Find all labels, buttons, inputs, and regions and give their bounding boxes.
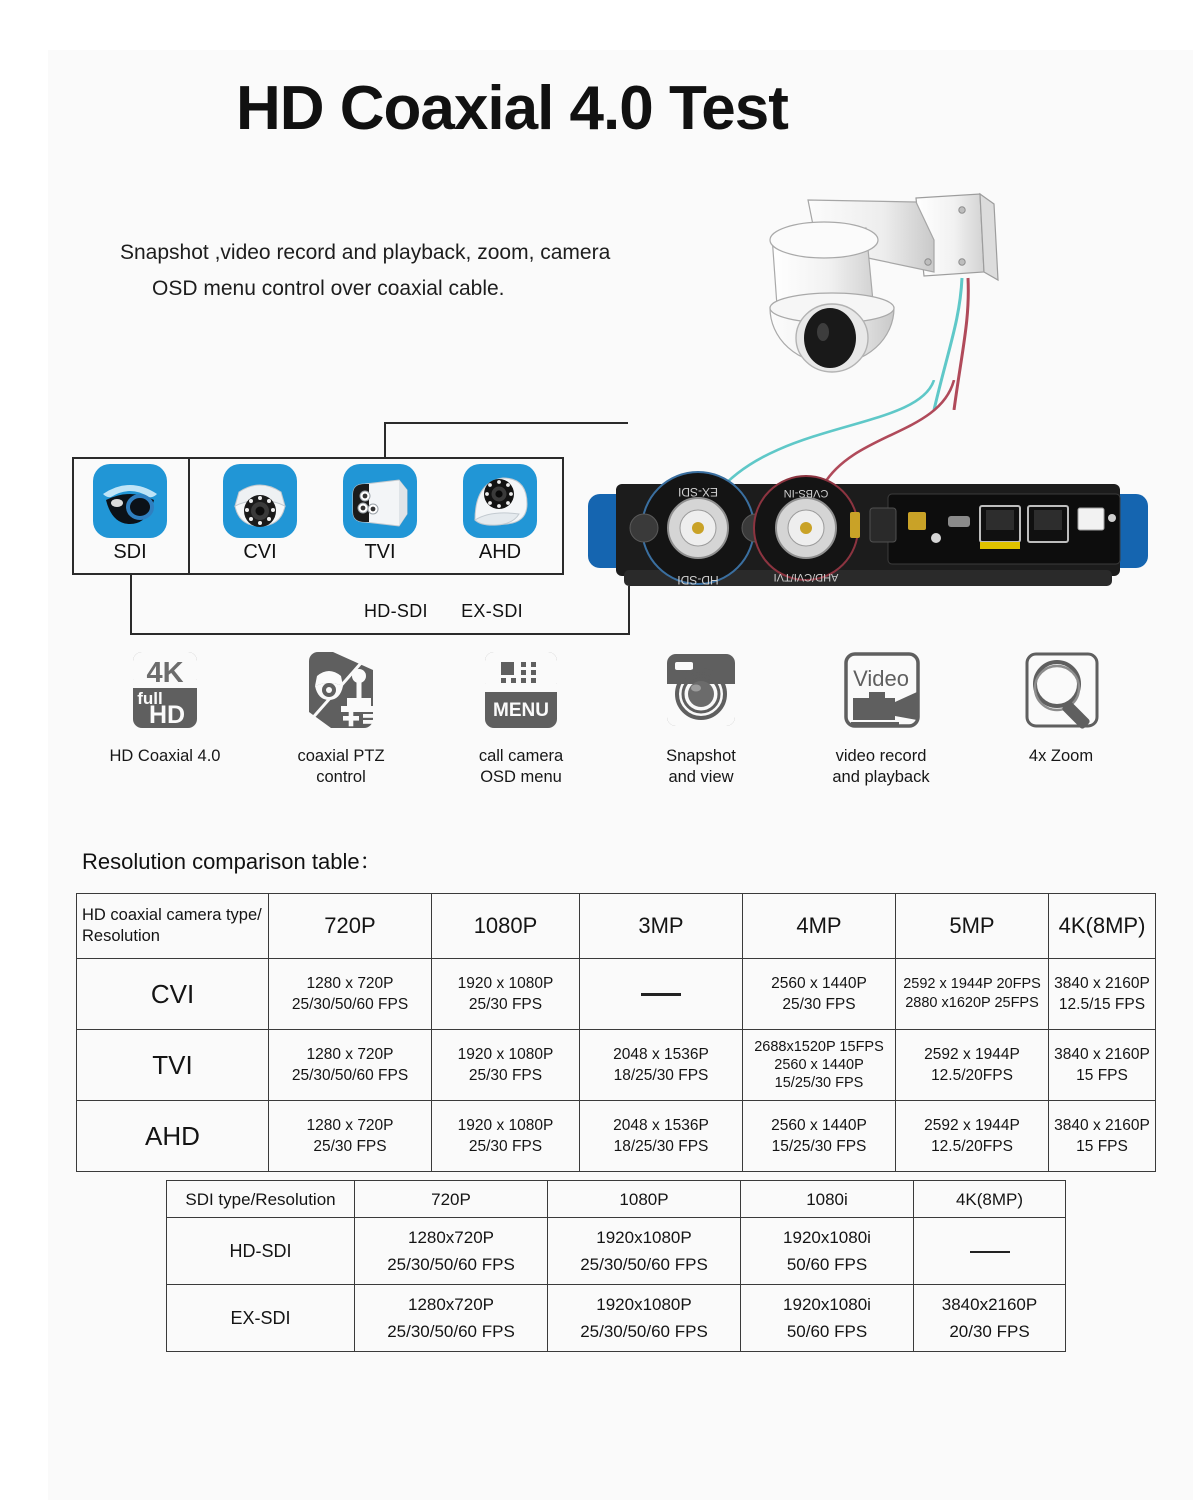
table-cell: [269, 1030, 432, 1101]
cell-line: 3840 x 2160P: [1054, 1117, 1150, 1134]
cell-line: 3840 x 2160P: [1054, 1046, 1150, 1063]
cell-line: 12.5/20FPS: [931, 1067, 1013, 1084]
cell-line: 25/30 FPS: [468, 1138, 543, 1155]
camera-type-cvi[interactable]: [208, 464, 312, 564]
feature-caption-line-1: Snapshot: [666, 747, 736, 765]
cell-line: 15 FPS: [1076, 1138, 1128, 1155]
osd-menu-icon-text: MENU: [493, 700, 549, 721]
table-cell: [432, 1101, 580, 1172]
feature-caption: [976, 746, 1146, 767]
feature-caption-line-2: control: [316, 768, 366, 786]
cell-line: 18/25/30 FPS: [613, 1067, 709, 1084]
ptz-joystick-control-icon: [293, 650, 389, 738]
cell-line: 25/30 FPS: [468, 996, 543, 1013]
cell-line: 1920 x 1080P: [457, 975, 554, 992]
feature-hd-coaxial-40[interactable]: [80, 650, 250, 767]
resolution-table-title: Resolution comparison table：: [82, 849, 382, 874]
table-header-cell: 4MP: [743, 894, 896, 959]
feature-caption: [256, 746, 426, 788]
resolution-comparison-table: [76, 893, 1156, 1172]
table-cell: [896, 959, 1049, 1030]
svg-text:HD: HD: [148, 701, 186, 729]
table-header-cell: 5MP: [896, 894, 1049, 959]
table-cell: [896, 1030, 1049, 1101]
cell-line: 25/30/50/60 FPS: [580, 1322, 708, 1341]
cctv-tester-device-illustration: [588, 450, 1148, 610]
page-title: HD Coaxial 4.0 Test: [236, 74, 788, 143]
ptz-dome-camera-illustration: [748, 180, 1008, 410]
4k-full-hd-icon: [117, 650, 213, 738]
table-cell: [743, 1030, 896, 1101]
table-header-cell: SDI type/Resolution: [167, 1181, 355, 1218]
cell-line: 15/25/30 FPS: [774, 1075, 864, 1091]
page-subtitle: [120, 235, 760, 307]
table-cell: [743, 1101, 896, 1172]
cvi-turret-camera-icon: [223, 464, 297, 538]
row-header-tvi: TVI: [77, 1030, 269, 1101]
table-cell: [1049, 1101, 1156, 1172]
table-cell: [914, 1285, 1066, 1352]
feature-snapshot-and-view[interactable]: [616, 650, 786, 788]
cell-line: 12.5/15 FPS: [1058, 996, 1146, 1013]
svg-text:CVBS-IN: CVBS-IN: [783, 487, 829, 499]
table-cell-empty: [914, 1218, 1066, 1285]
feature-caption: [616, 746, 786, 788]
cell-line: 2592 x 1944P: [924, 1117, 1020, 1134]
table-cell: [580, 1101, 743, 1172]
camera-type-sdi-label: SDI: [113, 541, 147, 563]
feature-coaxial-ptz-control[interactable]: [256, 650, 426, 788]
camera-type-sdi-divider: [188, 457, 190, 575]
feature-caption-line-1: video record: [835, 747, 927, 765]
cell-line: 1280x720P: [407, 1295, 495, 1314]
table-cell: [548, 1218, 741, 1285]
table-header-cell: 1080i: [741, 1181, 914, 1218]
video-camcorder-icon: [833, 650, 929, 738]
table-header-cell: 1080P: [548, 1181, 741, 1218]
cell-line: 25/30/50/60 FPS: [387, 1255, 515, 1274]
table-header-cell: 3MP: [580, 894, 743, 959]
subtitle-line-1: Snapshot ,video record and playback, zoom, camera: [120, 241, 611, 264]
table-row: [77, 959, 1156, 1030]
row-header-ahd: AHD: [77, 1101, 269, 1172]
feature-caption-line-1: HD Coaxial 4.0: [109, 747, 221, 765]
cell-line: 2688x1520P 15FPS: [754, 1039, 884, 1055]
cell-line: 1920x1080P: [596, 1295, 692, 1314]
table-header-cell: 4K(8MP): [1049, 894, 1156, 959]
cell-line: 2048 x 1536P: [613, 1117, 709, 1134]
magnifier-zoom-icon: [1013, 650, 1109, 738]
table-row: [77, 1101, 1156, 1172]
snapshot-camera-icon: [653, 650, 749, 738]
cell-line: 25/30 FPS: [782, 996, 856, 1013]
feature-caption-line-2: and playback: [832, 768, 930, 786]
cell-line: 1920 x 1080P: [457, 1046, 554, 1063]
table-header-row: [77, 894, 1156, 959]
table-cell: [580, 1030, 743, 1101]
camera-type-cvi-label: CVI: [243, 541, 277, 563]
cell-line: 1280x720P: [407, 1228, 495, 1247]
table-cell: [741, 1285, 914, 1352]
table-row: [167, 1218, 1066, 1285]
table-cell: [269, 1101, 432, 1172]
cell-line: 1280 x 720P: [306, 1117, 394, 1134]
connector-line-vertical-sdi: [130, 575, 132, 635]
feature-icon-row: [68, 650, 1173, 830]
camera-type-ahd[interactable]: [448, 464, 552, 564]
connector-line-vertical-tester: [628, 586, 630, 634]
feature-caption-line-1: coaxial PTZ: [297, 747, 385, 765]
svg-text:full: full: [137, 689, 163, 708]
feature-call-camera-osd-menu[interactable]: [436, 650, 606, 788]
cell-line: 2592 x 1944P: [924, 1046, 1020, 1063]
cell-line: 50/60 FPS: [786, 1322, 868, 1341]
table-cell-empty: [580, 959, 743, 1030]
table-header-cell: 720P: [269, 894, 432, 959]
osd-menu-icon: [473, 650, 569, 738]
row-header-ex-sdi: EX-SDI: [167, 1285, 355, 1352]
cell-line: 18/25/30 FPS: [613, 1138, 709, 1155]
empty-dash: [641, 993, 681, 996]
camera-type-ahd-label: AHD: [478, 541, 522, 563]
cell-line: 3840 x 2160P: [1054, 975, 1150, 992]
table-cell: [1049, 959, 1156, 1030]
cell-line: 15 FPS: [1076, 1067, 1128, 1084]
svg-text:HD-SDI: HD-SDI: [677, 573, 719, 587]
table-cell: [896, 1101, 1049, 1172]
cell-line: 50/60 FPS: [786, 1255, 868, 1274]
cell-line: 2560 x 1440P: [771, 1117, 867, 1134]
video-icon-text: Video: [853, 666, 909, 691]
feature-caption: [80, 746, 250, 767]
tvi-bullet-camera-icon: [343, 464, 417, 538]
table-cell: [548, 1285, 741, 1352]
cell-line: 2560 x 1440P: [774, 1057, 864, 1073]
cell-line: 2560 x 1440P: [771, 975, 867, 992]
feature-caption-line-1: 4x Zoom: [1028, 747, 1094, 765]
cell-line: 3840x2160P: [941, 1295, 1038, 1314]
table-cell: [432, 959, 580, 1030]
row-header-hd-sdi: HD-SDI: [167, 1218, 355, 1285]
sdi-variant-labels: [364, 601, 551, 622]
cell-line: 25/30/50/60 FPS: [580, 1255, 708, 1274]
ahd-dome-camera-icon: [463, 464, 537, 538]
cell-line: 25/30 FPS: [313, 1138, 387, 1155]
cell-line: 25/30/50/60 FPS: [291, 1067, 409, 1084]
table-cell: [355, 1218, 548, 1285]
feature-caption-line-2: OSD menu: [480, 768, 562, 786]
table-header-cell: 4K(8MP): [914, 1181, 1066, 1218]
sdi-variant-hd-sdi: HD-SDI: [364, 601, 428, 621]
camera-type-tvi[interactable]: [328, 464, 432, 564]
table-header-cell: 1080P: [432, 894, 580, 959]
cell-line: 25/30/50/60 FPS: [387, 1322, 515, 1341]
cell-line: 12.5/20FPS: [931, 1138, 1013, 1155]
table-row: [77, 1030, 1156, 1101]
feature-caption: [436, 746, 606, 788]
cell-line: 1280 x 720P: [306, 1046, 394, 1063]
connector-line-vertical-up: [384, 422, 386, 458]
svg-text:EX-SDI: EX-SDI: [677, 485, 719, 499]
cell-line: 2048 x 1536P: [613, 1046, 709, 1063]
table-cell: [743, 959, 896, 1030]
cell-line: 25/30 FPS: [468, 1067, 543, 1084]
svg-text:4K: 4K: [146, 657, 184, 689]
table-cell: [269, 959, 432, 1030]
feature-caption-line-2: and view: [668, 768, 734, 786]
sdi-dome-camera-icon: [93, 464, 167, 538]
cell-line: 20/30 FPS: [949, 1322, 1030, 1341]
cell-line: 1920 x 1080P: [457, 1117, 554, 1134]
infographic-page: [48, 50, 1193, 1500]
cell-line: 15/25/30 FPS: [771, 1138, 867, 1155]
table-cell: [1049, 1030, 1156, 1101]
connector-line-horizontal-sdi: [130, 633, 630, 635]
subtitle-line-2: OSD menu control over coaxial cable.: [152, 277, 505, 300]
feature-caption-line-1: call camera: [478, 747, 564, 765]
sdi-variant-ex-sdi: EX-SDI: [461, 601, 523, 621]
camera-type-sdi[interactable]: [78, 464, 182, 564]
cell-line: 2880 x1620P 25FPS: [905, 995, 1039, 1011]
table-cell: [741, 1218, 914, 1285]
svg-text:AHD/CVI/TVI: AHD/CVI/TVI: [773, 571, 839, 583]
feature-video-record-and-playback[interactable]: [796, 650, 966, 788]
table-cell: [355, 1285, 548, 1352]
cell-line: 1920x1080P: [596, 1228, 692, 1247]
feature-4x-zoom[interactable]: [976, 650, 1146, 767]
table-header-cell: 720P: [355, 1181, 548, 1218]
cell-line: 1920x1080i: [783, 1295, 871, 1314]
cell-line: 1920x1080i: [783, 1228, 871, 1247]
row-header-cvi: CVI: [77, 959, 269, 1030]
cell-line: 1280 x 720P: [306, 975, 394, 992]
camera-type-tvi-label: TVI: [364, 541, 396, 563]
table-cell: [432, 1030, 580, 1101]
table-header-row: [167, 1181, 1066, 1218]
feature-caption: [796, 746, 966, 788]
table-header-cell: HD coaxial camera type/ Resolution: [77, 894, 269, 959]
connector-line-horizontal-top: [384, 422, 628, 424]
sdi-resolution-table: [166, 1180, 1066, 1352]
table-row: [167, 1285, 1066, 1352]
cell-line: 25/30/50/60 FPS: [291, 996, 409, 1013]
empty-dash: [970, 1251, 1010, 1254]
cell-line: 2592 x 1944P 20FPS: [903, 976, 1041, 992]
